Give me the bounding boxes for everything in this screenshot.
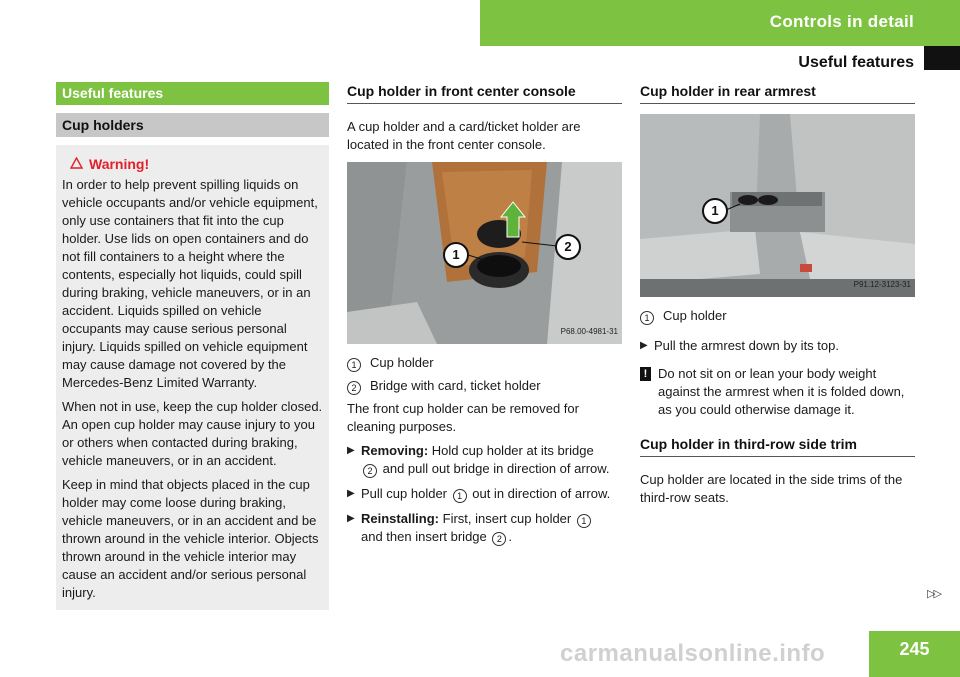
legend-item — [640, 307, 915, 325]
warning-paragraph: In order to help prevent spilling liquids on vehicle occupants and/or vehicle equipment, only use containers that fit into the cup holder. Use lids on open containers and do not fill containers to a height where the contents, especially hot liquids, could spill during braking, vehicle maneuvers, or in an accident. Liquids spilled on vehicle occupants may cause serious personal injury. Liquids spilled on vehicle equipment may cause damage not covered by the Mercedes-Benz Limited Warranty. — [62, 177, 318, 390]
continue-arrows-icon: ▷▷ — [927, 588, 940, 600]
middle-column — [347, 82, 622, 553]
legend-number: 1 — [640, 311, 654, 325]
chapter-header: Controls in detail — [480, 0, 960, 46]
legend-item — [347, 354, 622, 372]
third-row-heading: Cup holder in third-row side trim — [640, 435, 915, 457]
instruction-step: ▶ Pull cup holder 1 out in direction of arrow. — [347, 486, 611, 501]
instruction-step: ▶ Reinstalling: First, insert cup holder 1 and then insert bridge 2 . — [347, 510, 622, 546]
callout-1: 1 — [702, 198, 728, 224]
warning-triangle-icon — [70, 155, 83, 173]
left-column — [56, 82, 329, 610]
warning-box — [56, 145, 329, 610]
front-console-heading: Cup holder in front center console — [347, 82, 622, 104]
legend-text: Cup holder — [370, 355, 434, 370]
inline-number: 1 — [577, 514, 591, 528]
rear-armrest-heading: Cup holder in rear armrest — [640, 82, 915, 104]
rear-armrest-photo — [640, 114, 915, 297]
instruction-step: ▶ Pull the armrest down by its top. — [640, 338, 839, 353]
inline-number: 2 — [492, 532, 506, 546]
inline-number: 1 — [453, 489, 467, 503]
page-number: 245 — [869, 631, 960, 677]
header-tab-marker — [924, 46, 960, 70]
callout-2: 2 — [555, 234, 581, 260]
third-row-body: Cup holder are located in the side trims of the third-row seats. — [640, 472, 903, 505]
callout-1: 1 — [443, 242, 469, 268]
step-arrow-icon: ▶ — [347, 488, 355, 499]
subsection-bar: Cup holders — [56, 113, 329, 137]
section-header: Useful features — [798, 54, 914, 71]
right-column — [640, 82, 915, 513]
front-console-photo — [347, 162, 622, 344]
console-illustration — [347, 162, 622, 344]
warning-title — [62, 155, 323, 173]
front-console-body: The front cup holder can be removed for cleaning purposes. — [347, 401, 579, 434]
instruction-step: ▶ Removing: Hold cup holder at its bridge 2 and pull out bridge in direction of arrow. — [347, 443, 610, 476]
step-label: Reinstalling: — [361, 511, 440, 526]
step-arrow-icon: ▶ — [347, 445, 355, 456]
armrest-illustration — [640, 114, 915, 297]
front-console-intro: A cup holder and a card/ticket holder are located in the front center console. — [347, 119, 581, 152]
legend-number: 1 — [347, 358, 361, 372]
warning-paragraph: When not in use, keep the cup holder closed. An open cup holder may cause injury to you or others when contacted during braking, vehicle maneuvers, or in an accident. — [62, 399, 323, 468]
section-bar: Useful features — [56, 82, 329, 105]
legend-item — [347, 377, 622, 395]
step-label: Removing: — [361, 443, 429, 458]
warning-paragraph: Keep in mind that objects placed in the cup holder may come loose during braking, vehicle maneuvers, or in an accident and be thrown around in the vehicle interior. Objects thrown around in the vehicle interior may cause an accident and/or serious personal injury. — [62, 477, 319, 600]
legend-text: Bridge with card, ticket holder — [370, 378, 541, 393]
watermark: carmanualsonline.info — [560, 640, 826, 667]
legend-number: 2 — [347, 381, 361, 395]
warning-title-text: Warning! — [89, 156, 150, 172]
inline-number: 2 — [363, 464, 377, 478]
caution-note — [640, 365, 915, 419]
step-arrow-icon: ▶ — [640, 340, 648, 351]
image-code: P91.12-3123-31 — [853, 280, 911, 289]
legend-text: Cup holder — [663, 308, 727, 323]
caution-text: Do not sit on or lean your body weight against the armrest when it is folded down, as you could otherwise damage it. — [658, 366, 905, 417]
image-code: P68.00-4981-31 — [560, 327, 618, 336]
step-arrow-icon: ▶ — [347, 513, 355, 524]
exclamation-icon: ! — [640, 367, 651, 381]
